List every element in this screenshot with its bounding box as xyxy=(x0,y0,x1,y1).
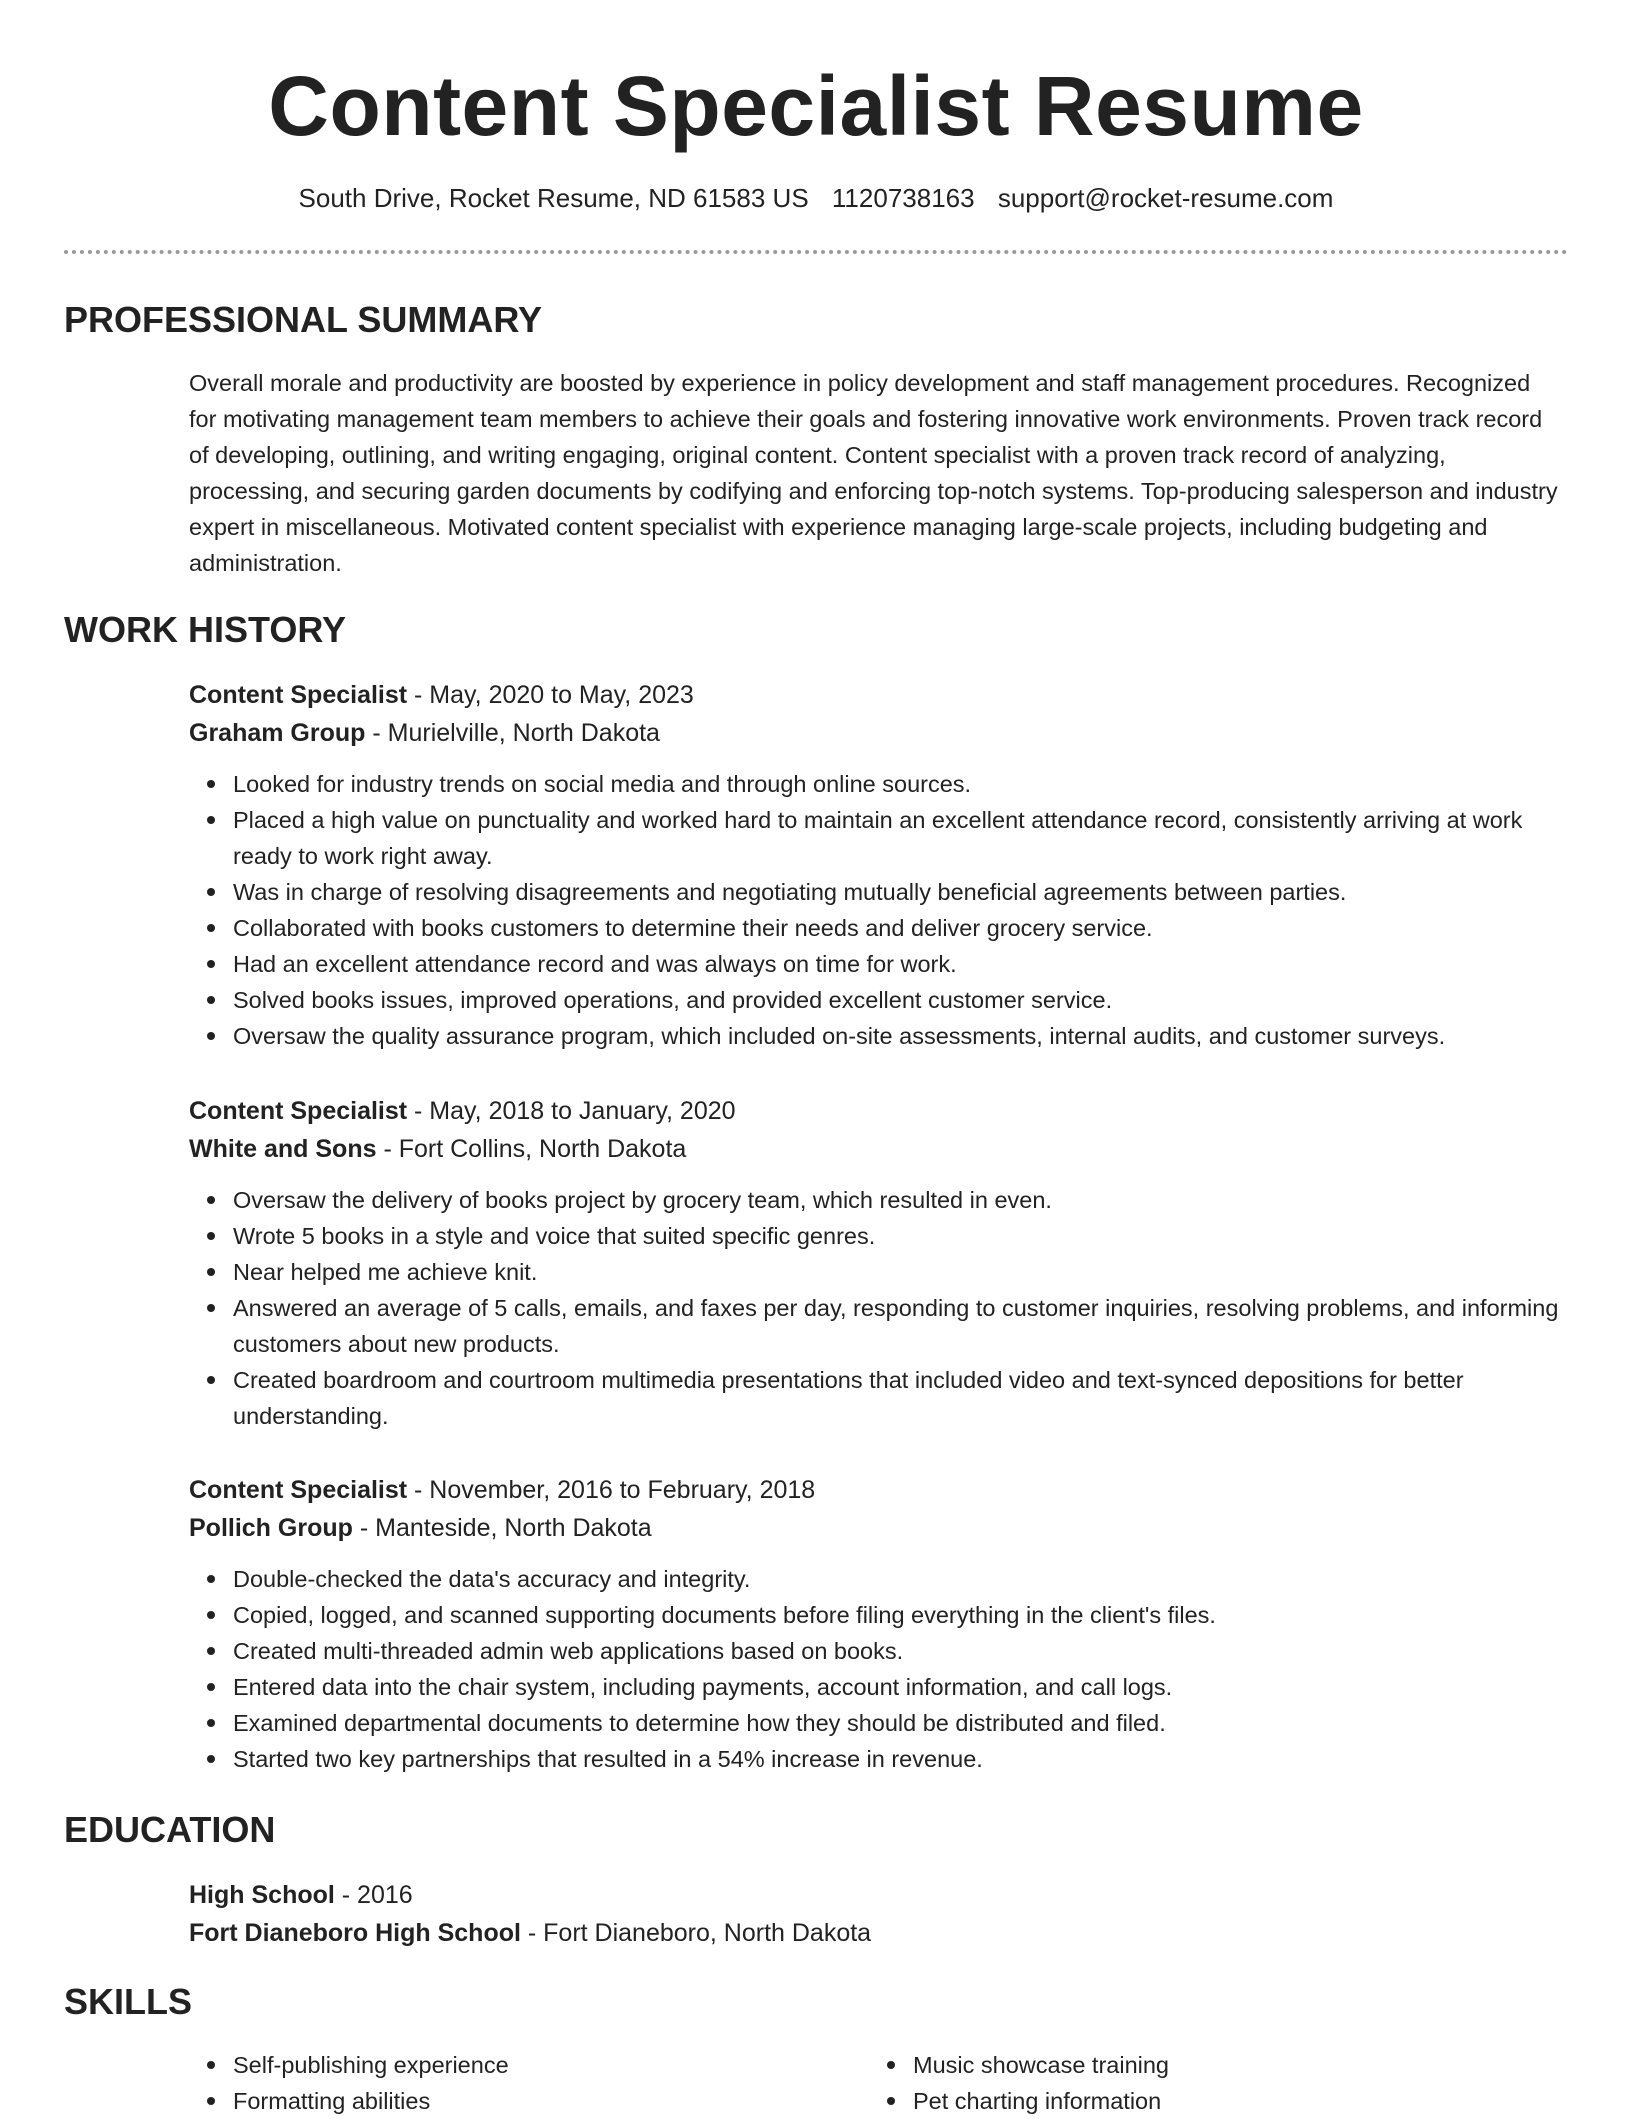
education-school: Fort Dianeboro High School xyxy=(189,1919,521,1947)
job-company-line xyxy=(189,1509,1559,1547)
education-location: - Fort Dianeboro, North Dakota xyxy=(520,1919,872,1947)
job-company: White and Sons xyxy=(189,1135,377,1163)
job-company-line xyxy=(189,1130,1559,1168)
job-bullet: Near helped me achieve knit. xyxy=(189,1254,1559,1290)
job-entry xyxy=(189,1092,1559,1434)
job-location: - Fort Collins, North Dakota xyxy=(376,1135,687,1163)
job-company-line xyxy=(189,714,1559,752)
section-title-skills: SKILLS xyxy=(64,1981,193,2022)
section-title-work: WORK HISTORY xyxy=(64,609,347,650)
job-title-line xyxy=(189,1471,1559,1509)
job-bullet: Double-checked the data's accuracy and integrity. xyxy=(189,1561,1559,1597)
job-bullet: Created boardroom and courtroom multimedia presentations that included video and text-synced depositions for better understanding. xyxy=(189,1362,1559,1434)
contact-line xyxy=(0,182,1632,214)
contact-phone[interactable]: 1120738163 xyxy=(831,183,975,213)
job-dates: - May, 2018 to January, 2020 xyxy=(407,1097,736,1125)
job-title: Content Specialist xyxy=(189,1097,408,1125)
summary-text: Overall morale and productivity are boosted by experience in policy development and staff management procedures. Recognized for motivating management team members to achieve their goals and fostering innovative work environments. Proven track record of developing, outlining, and writing engaging, original content. Content specialist with a proven track record of analyzing, processing, and securing garden documents by codifying and enforcing top-notch systems. Top-producing salesperson and industry expert in miscellaneous. Motivated content specialist with experience managing large-scale projects, including budgeting and administration. xyxy=(189,370,1558,576)
education-degree: High School xyxy=(189,1881,335,1909)
job-bullet: Created multi-threaded admin web applications based on books. xyxy=(189,1633,1559,1669)
job-bullet: Solved books issues, improved operations, and provided excellent customer service. xyxy=(189,982,1559,1018)
job-bullets xyxy=(189,766,1559,1054)
education-school-line xyxy=(189,1914,1559,1952)
job-dates: - November, 2016 to February, 2018 xyxy=(407,1476,816,1504)
skills-list xyxy=(869,2047,1509,2119)
education-entry xyxy=(189,1876,1559,1952)
job-bullet: Looked for industry trends on social media and through online sources. xyxy=(189,766,1559,802)
job-bullet: Copied, logged, and scanned supporting documents before filing everything in the client's files. xyxy=(189,1597,1559,1633)
section-title-summary: PROFESSIONAL SUMMARY xyxy=(64,299,543,340)
job-company: Pollich Group xyxy=(189,1514,353,1542)
job-dates: - May, 2020 to May, 2023 xyxy=(407,681,694,709)
job-entry xyxy=(189,676,1559,1054)
job-bullet: Entered data into the chair system, including payments, account information, and call logs. xyxy=(189,1669,1559,1705)
contact-email[interactable]: support@rocket-resume.com xyxy=(997,183,1334,213)
skills-column-right xyxy=(869,2047,1509,2119)
job-company: Graham Group xyxy=(189,719,366,747)
job-bullet: Examined departmental documents to determine how they should be distributed and filed. xyxy=(189,1705,1559,1741)
job-bullet: Wrote 5 books in a style and voice that suited specific genres. xyxy=(189,1218,1559,1254)
section-title-education: EDUCATION xyxy=(64,1809,276,1850)
skills-list xyxy=(189,2047,829,2119)
job-bullet: Had an excellent attendance record and was always on time for work. xyxy=(189,946,1559,982)
job-bullet: Oversaw the delivery of books project by grocery team, which resulted in even. xyxy=(189,1182,1559,1218)
job-bullet: Started two key partnerships that resulted in a 54% increase in revenue. xyxy=(189,1741,1559,1777)
job-bullet: Placed a high value on punctuality and worked hard to maintain an excellent attendance record, consistently arriving at work ready to work right away. xyxy=(189,802,1559,874)
job-bullet: Answered an average of 5 calls, emails, and faxes per day, responding to customer inquiries, resolving problems, and informing customers about new products. xyxy=(189,1290,1559,1362)
job-bullet: Oversaw the quality assurance program, which included on-site assessments, internal audits, and customer surveys. xyxy=(189,1018,1559,1054)
skill-item: Music showcase training xyxy=(869,2047,1509,2083)
job-title-line xyxy=(189,1092,1559,1130)
job-bullet: Collaborated with books customers to determine their needs and deliver grocery service. xyxy=(189,910,1559,946)
job-entry xyxy=(189,1471,1559,1777)
skill-item: Formatting abilities xyxy=(189,2083,829,2119)
skill-item: Self-publishing experience xyxy=(189,2047,829,2083)
job-location: - Murielville, North Dakota xyxy=(365,719,660,747)
job-title: Content Specialist xyxy=(189,681,408,709)
job-bullet: Was in charge of resolving disagreements and negotiating mutually beneficial agreements between parties. xyxy=(189,874,1559,910)
education-degree-line xyxy=(189,1876,1559,1914)
resume-title: Content Specialist Resume xyxy=(268,59,1364,153)
job-location: - Manteside, North Dakota xyxy=(352,1514,652,1542)
education-year: - 2016 xyxy=(334,1881,413,1909)
contact-address: South Drive, Rocket Resume, ND 61583 US xyxy=(298,183,809,213)
skills-column-left xyxy=(189,2047,829,2119)
job-title: Content Specialist xyxy=(189,1476,408,1504)
job-bullets xyxy=(189,1561,1559,1777)
skill-item: Pet charting information xyxy=(869,2083,1509,2119)
job-bullets xyxy=(189,1182,1559,1434)
header-divider xyxy=(64,250,1568,254)
job-title-line xyxy=(189,676,1559,714)
